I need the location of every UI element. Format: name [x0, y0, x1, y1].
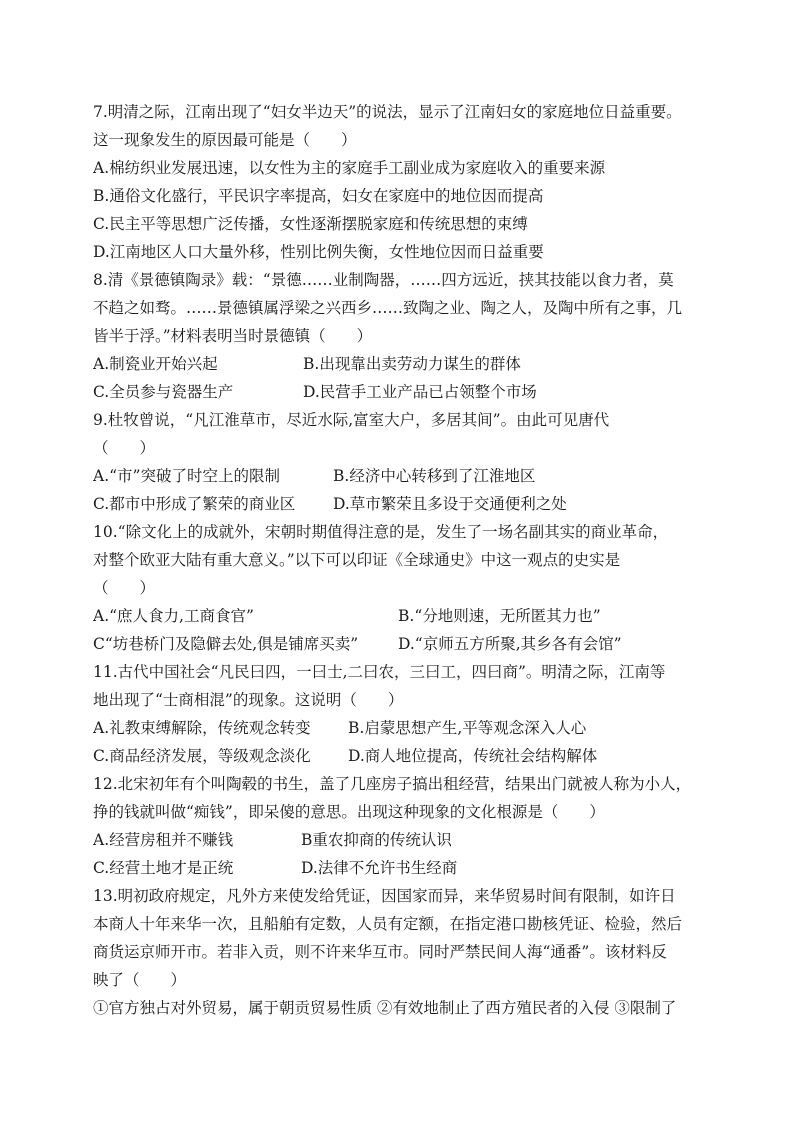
q12-option-c: C.经营土地才是正统 [93, 859, 234, 877]
q9-options-row-1 [93, 462, 713, 490]
q9-option-a: A.“市”突破了时空上的限制 [93, 467, 280, 485]
q10-options-row-1 [93, 602, 713, 630]
q8-option-b: B.出现靠出卖劳动力谋生的群体 [303, 355, 521, 373]
q8-option-a: A.制瓷业开始兴起 [93, 355, 218, 373]
q10-option-a: A.“庶人食力,工商食官” [93, 607, 254, 625]
q7-stem-line-2: 这一现象发生的原因最可能是（ ） [93, 131, 357, 149]
q8-stem-line-2: 不趋之如骛。……景德镇属浮梁之兴西乡……致陶之业、陶之人，及陶中所有之事，几 [93, 299, 683, 317]
q10-option-c: C“坊巷桥门及隐僻去处,俱是铺席买卖” [93, 635, 359, 653]
q8-stem-line-3: 皆半于浮。”材料表明当时景德镇（ ） [93, 327, 373, 345]
q8-options-row-2 [93, 378, 713, 406]
q12-stem-line-2: 挣的钱就叫做“痴钱”，即呆傻的意思。出现这种现象的文化根源是（ ） [93, 803, 605, 821]
q12-options-row-2 [93, 854, 713, 882]
q13-stem-line-3: 商货运京师开市。若非入贡，则不许来华互市。同时严禁民间人海“通番”。该材料反 [93, 943, 667, 961]
q12-option-b: B重农抑商的传统认识 [301, 831, 452, 849]
q11-stem-line-1: 11.古代中国社会“凡民曰四，一曰士,二曰农，三曰工，四曰商”。明清之际，江南等 [93, 663, 666, 681]
q11-option-a: A.礼教束缚解除，传统观念转变 [93, 719, 311, 737]
q9-stem-line-1: 9.杜牧曾说，“凡江淮草市，尽近水际,富室大户，多居其间”。由此可见唐代 [93, 411, 610, 429]
q13-stem-line-2: 本商人十年来华一次，且船舶有定数，人员有定额，在指定港口勘核凭证、检验，然后 [93, 915, 683, 933]
q11-options-row-2 [93, 742, 713, 770]
q11-stem-line-2: 地出现了“士商相混”的现象。这说明（ ） [93, 691, 404, 709]
q12-options-row-1 [93, 826, 713, 854]
q7-option-a: A.棉纺织业发展迅速，以女性为主的家庭手工副业成为家庭收入的重要来源 [93, 159, 606, 177]
q8-option-d: D.民营手工业产品已占领整个市场 [303, 383, 537, 401]
q10-stem-line-1: 10.“除文化上的成就外，宋朝时期值得注意的是，发生了一场名副其实的商业革命， [93, 523, 669, 541]
q13-statements-line: ①官方独占对外贸易，属于朝贡贸易性质 ②有效地制止了西方殖民者的入侵 ③限制了 [93, 999, 677, 1017]
q9-option-b: B.经济中心转移到了江淮地区 [333, 467, 536, 485]
q13-stem-line-4: 映了（ ） [93, 971, 187, 989]
q9-stem-line-2: （ ） [93, 439, 156, 457]
q7-stem-line-1: 7.明清之际，江南出现了“妇女半边天”的说法，显示了江南妇女的家庭地位日益重要。 [93, 103, 682, 121]
q9-options-row-2 [93, 490, 713, 518]
q10-options-row-2 [93, 630, 713, 658]
q12-option-a: A.经营房租并不赚钱 [93, 831, 234, 849]
q10-option-b: B.“分地则速，无所匿其力也” [398, 607, 601, 625]
q12-option-d: D.法律不允许书生经商 [301, 859, 458, 877]
q13-stem-line-1: 13.明初政府规定，凡外方来使发给凭证，因国家而异，来华贸易时间有限制，如许日 [93, 887, 676, 905]
q11-option-b: B.启蒙思想产生,平等观念深入人心 [348, 719, 587, 737]
q10-stem-line-2: 对整个欧亚大陆有重大意义。”以下可以印证《全球通史》中这一观点的史实是 [93, 551, 621, 569]
q10-option-d: D.“京师五方所聚,其乡各有会馆” [398, 635, 622, 653]
q8-options-row-1 [93, 350, 713, 378]
q11-option-c: C.商品经济发展，等级观念淡化 [93, 747, 311, 765]
q7-option-d: D.江南地区人口大量外移，性别比例失衡，女性地位因而日益重要 [93, 243, 544, 261]
q11-option-d: D.商人地位提高，传统社会结构解体 [348, 747, 598, 765]
q12-stem-line-1: 12.北宋初年有个叫陶毂的书生，盖了几座房子搞出租经营，结果出门就被人称为小人， [93, 775, 692, 793]
q7-option-b: B.通俗文化盛行，平民识字率提高，妇女在家庭中的地位因而提高 [93, 187, 544, 205]
q9-option-d: D.草市繁荣且多设于交通便利之处 [333, 495, 567, 513]
q8-stem-line-1: 8.清《景德镇陶录》载：“景德……业制陶器，……四方远近，挟其技能以食力者，莫 [93, 271, 674, 289]
q11-options-row-1 [93, 714, 713, 742]
q10-stem-line-3: （ ） [93, 579, 156, 597]
q8-option-c: C.全员参与瓷器生产 [93, 383, 234, 401]
q7-option-c: C.民主平等思想广泛传播，女性逐渐摆脱家庭和传统思想的束缚 [93, 215, 528, 233]
q9-option-c: C.都市中形成了繁荣的商业区 [93, 495, 296, 513]
